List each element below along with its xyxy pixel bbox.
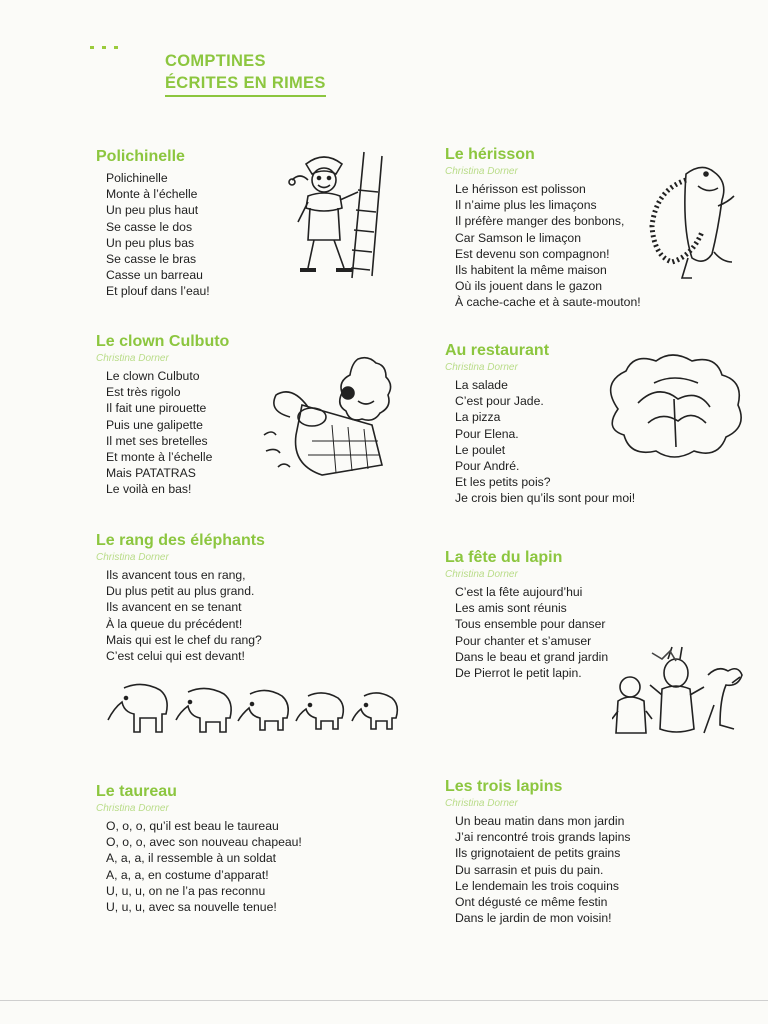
page-title-line2: ÉCRITES EN RIMES xyxy=(165,72,326,97)
poem-line: Mais PATATRAS xyxy=(106,466,196,481)
poem-line: Pour André. xyxy=(455,459,520,474)
poem-stanza xyxy=(106,235,210,267)
poem-line: La salade xyxy=(455,378,508,392)
fete-du-lapin-illustration xyxy=(612,645,754,740)
poem-line: Le lendemain les trois coquins xyxy=(455,878,619,893)
poem-line: Polichinelle xyxy=(106,171,168,185)
poem-author: Christina Dorner xyxy=(445,798,518,809)
poem-stanza xyxy=(106,202,210,234)
poem-le-herisson xyxy=(445,145,641,311)
poem-line: Et plouf dans l’eau! xyxy=(106,284,210,299)
poem-line: Car Samson le limaçon xyxy=(455,230,581,245)
poem-les-trois-lapins xyxy=(445,777,630,926)
poem-title: Les trois lapins xyxy=(445,778,563,795)
poem-line: A, a, a, il ressemble à un soldat xyxy=(106,851,277,866)
poem-line: Et monte à l’échelle xyxy=(106,450,213,465)
poem-line: Tous ensemble pour danser xyxy=(455,617,606,632)
poem-line: Ont dégusté ce même festin xyxy=(455,895,608,910)
poem-line: Un peu plus haut xyxy=(106,203,199,218)
poem-title: Le clown Culbuto xyxy=(96,333,230,350)
poem-stanza xyxy=(106,850,302,882)
poem-lines xyxy=(96,818,302,915)
poem-lines xyxy=(445,181,641,311)
poem-line: Se casse le bras xyxy=(106,252,197,267)
poem-line: Dans le beau et grand jardin xyxy=(455,649,609,664)
poem-author: Christina Dorner xyxy=(96,353,169,364)
poem-author: Christina Dorner xyxy=(96,552,169,563)
poem-line: Pour chanter et s’amuser xyxy=(455,633,592,648)
poem-le-rang-des-elephants xyxy=(96,531,265,664)
poem-line: U, u, u, on ne l’a pas reconnu xyxy=(106,883,266,898)
poem-stanza xyxy=(455,181,641,311)
poem-la-fete-du-lapin xyxy=(445,548,608,681)
poem-line: Le clown Culbuto xyxy=(106,369,200,383)
poem-stanza xyxy=(455,474,635,506)
poem-line: Mais qui est le chef du rang? xyxy=(106,632,262,647)
poem-line: Où ils jouent dans le gazon xyxy=(455,279,603,294)
poem-line: Ils avancent en se tenant xyxy=(106,600,242,615)
poem-line: J’ai rencontré trois grands lapins xyxy=(455,830,631,845)
poem-stanza xyxy=(455,616,608,648)
poem-line: À la queue du précédent! xyxy=(106,616,243,631)
poem-le-clown-culbuto xyxy=(96,332,229,498)
poem-line: Pour Elena. xyxy=(455,426,519,441)
poem-stanza xyxy=(106,465,229,497)
poem-stanza xyxy=(106,818,302,850)
salade-illustration xyxy=(598,353,753,458)
page-edge-line xyxy=(0,1000,768,1001)
herisson-illustration xyxy=(646,160,738,284)
poem-title: La fête du lapin xyxy=(445,549,563,566)
poem-line: Le voilà en bas! xyxy=(106,482,192,497)
poem-author: Christina Dorner xyxy=(96,803,169,814)
poem-le-taureau xyxy=(96,782,302,915)
poem-line: Je crois bien qu’ils sont pour moi! xyxy=(455,491,636,506)
poem-stanza xyxy=(106,267,210,299)
poem-line: Est très rigolo xyxy=(106,385,181,400)
poem-line: Du plus petit au plus grand. xyxy=(106,584,255,599)
poem-line: C’est pour Jade. xyxy=(455,394,544,409)
poem-lines xyxy=(96,368,229,498)
poem-line: Il met ses bretelles xyxy=(106,433,208,448)
poem-lines xyxy=(445,813,630,926)
poem-line: Casse un barreau xyxy=(106,268,203,283)
page-title-line1: COMPTINES xyxy=(165,52,266,70)
poem-line: C’est celui qui est devant! xyxy=(106,649,245,664)
poem-title: Le rang des éléphants xyxy=(96,532,265,549)
poem-line: Ils grignotaient de petits grains xyxy=(455,846,621,861)
poem-line: O, o, o, avec son nouveau chapeau! xyxy=(106,835,302,850)
poem-line: De Pierrot le petit lapin. xyxy=(455,666,582,681)
poem-lines xyxy=(445,584,608,681)
poem-stanza xyxy=(106,170,210,202)
poem-line: Se casse le dos xyxy=(106,219,193,234)
poem-stanza xyxy=(106,400,229,432)
poem-line: Puis une galipette xyxy=(106,417,203,432)
poem-line: Du sarrasin et puis du pain. xyxy=(455,862,604,877)
poem-stanza xyxy=(455,813,630,878)
poem-author: Christina Dorner xyxy=(445,166,518,177)
poem-stanza xyxy=(455,584,608,616)
poem-line: À cache-cache et à saute-mouton! xyxy=(455,295,641,310)
poem-line: U, u, u, avec sa nouvelle tenue! xyxy=(106,900,277,915)
poem-line: Dans le jardin de mon voisin! xyxy=(455,911,612,926)
poem-title: Le taureau xyxy=(96,783,177,800)
poem-author: Christina Dorner xyxy=(445,569,518,580)
poem-stanza xyxy=(455,649,608,681)
poem-line: C’est la fête aujourd’hui xyxy=(455,585,583,599)
polichinelle-illustration xyxy=(286,150,391,282)
poem-author: Christina Dorner xyxy=(445,362,518,373)
poem-line: Ils habitent la même maison xyxy=(455,263,607,278)
poem-line: Il fait une pirouette xyxy=(106,401,207,416)
poem-line: La pizza xyxy=(455,410,501,425)
poem-lines xyxy=(96,170,210,300)
poem-polichinelle xyxy=(96,147,210,300)
poem-line: Le hérisson est polisson xyxy=(455,182,586,196)
poem-line: Les amis sont réunis xyxy=(455,601,567,616)
poem-title: Le hérisson xyxy=(445,146,535,163)
poem-lines xyxy=(96,567,265,664)
poem-line: Le poulet xyxy=(455,442,506,457)
clown-culbuto-illustration xyxy=(262,355,397,483)
poem-line: Ils avancent tous en rang, xyxy=(106,568,246,582)
poem-stanza xyxy=(455,878,630,927)
page-title xyxy=(165,50,326,97)
poem-stanza xyxy=(106,883,302,915)
poem-line: A, a, a, en costume d’apparat! xyxy=(106,867,269,882)
poem-line: Monte à l’échelle xyxy=(106,187,198,202)
decorative-dots xyxy=(90,36,130,42)
poem-title: Polichinelle xyxy=(96,148,185,165)
poem-stanza xyxy=(106,567,265,664)
poem-line: Il n’aime plus les limaçons xyxy=(455,198,597,213)
poem-stanza xyxy=(106,433,229,465)
poem-line: Il préfère manger des bonbons, xyxy=(455,214,625,229)
poem-line: Et les petits pois? xyxy=(455,475,551,490)
poem-stanza xyxy=(106,368,229,400)
poem-title: Au restaurant xyxy=(445,342,550,359)
poem-line: Un beau matin dans mon jardin xyxy=(455,814,625,828)
poem-line: Est devenu son compagnon! xyxy=(455,246,610,261)
poem-line: Un peu plus bas xyxy=(106,235,195,250)
elephants-illustration xyxy=(104,678,404,738)
poem-line: O, o, o, qu’il est beau le taureau xyxy=(106,819,279,833)
